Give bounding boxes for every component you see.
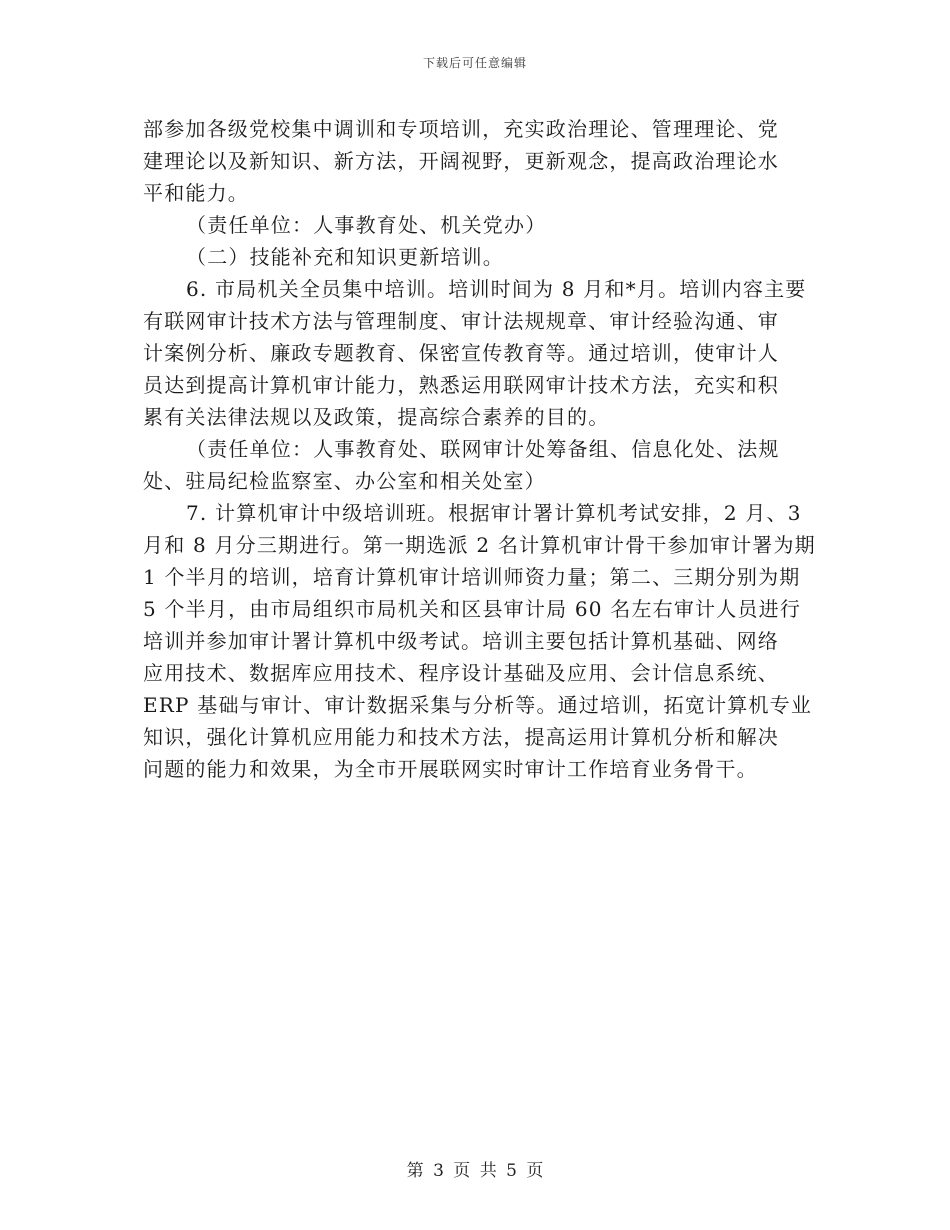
paragraph-line: ERP 基础与审计、审计数据采集与分析等。通过培训，拓宽计算机专业 [143, 693, 813, 717]
paragraph-line: 应用技术、数据库应用技术、程序设计基础及应用、会计信息系统、 [143, 661, 779, 685]
item-7-first-line: 7. 计算机审计中级培训班。根据审计署计算机考试安排，2 月、3 [186, 501, 802, 525]
page-number-footer: 第 3 页 共 5 页 [406, 1161, 544, 1181]
paragraph-line: 问题的能力和效果，为全市开展联网实时审计工作培育业务骨干。 [143, 757, 758, 781]
paragraph-line: 月和 8 月分三期进行。第一期选派 2 名计算机审计骨干参加审计署为期 [143, 533, 816, 557]
document-body [143, 113, 816, 785]
paragraph-line: 培训并参加审计署计算机中级考试。培训主要包括计算机基础、网络 [143, 629, 779, 653]
paragraph-line: 有联网审计技术方法与管理制度、审计法规规章、审计经验沟通、审 [143, 309, 779, 333]
paragraph-line: 员达到提高计算机审计能力，熟悉运用联网审计技术方法，充实和积 [143, 373, 779, 397]
paragraph-line: 建理论以及新知识、新方法，开阔视野，更新观念，提高政治理论水 [143, 149, 779, 173]
paragraph-line: 计案例分析、廉政专题教育、保密宣传教育等。通过培训，使审计人 [143, 341, 779, 365]
paragraph-line: 部参加各级党校集中调训和专项培训，充实政治理论、管理理论、党 [143, 117, 779, 141]
header-note: 下载后可任意编辑 [422, 56, 527, 70]
item-6-first-line: 6. 市局机关全员集中培训。培训时间为 8 月和*月。培训内容主要 [186, 277, 807, 301]
paragraph-line: 5 个半月，由市局组织市局机关和区县审计局 60 名左右审计人员进行 [143, 597, 802, 621]
paragraph-line: 处、驻局纪检监察室、办公室和相关处室） [143, 469, 546, 493]
paragraph-line: 累有关法律法规以及政策，提高综合素养的目的。 [143, 405, 610, 429]
responsibility-note: （责任单位：人事教育处、机关党办） [186, 213, 547, 237]
responsibility-note: （责任单位：人事教育处、联网审计处筹备组、信息化处、法规 [186, 437, 780, 461]
section-heading: （二）技能补充和知识更新培训。 [186, 245, 504, 269]
paragraph-line: 知识，强化计算机应用能力和技术方法，提高运用计算机分析和解决 [143, 725, 779, 749]
paragraph-line: 1 个半月的培训，培育计算机审计培训师资力量；第二、三期分别为期 [143, 565, 801, 589]
paragraph-line: 平和能力。 [143, 181, 249, 205]
